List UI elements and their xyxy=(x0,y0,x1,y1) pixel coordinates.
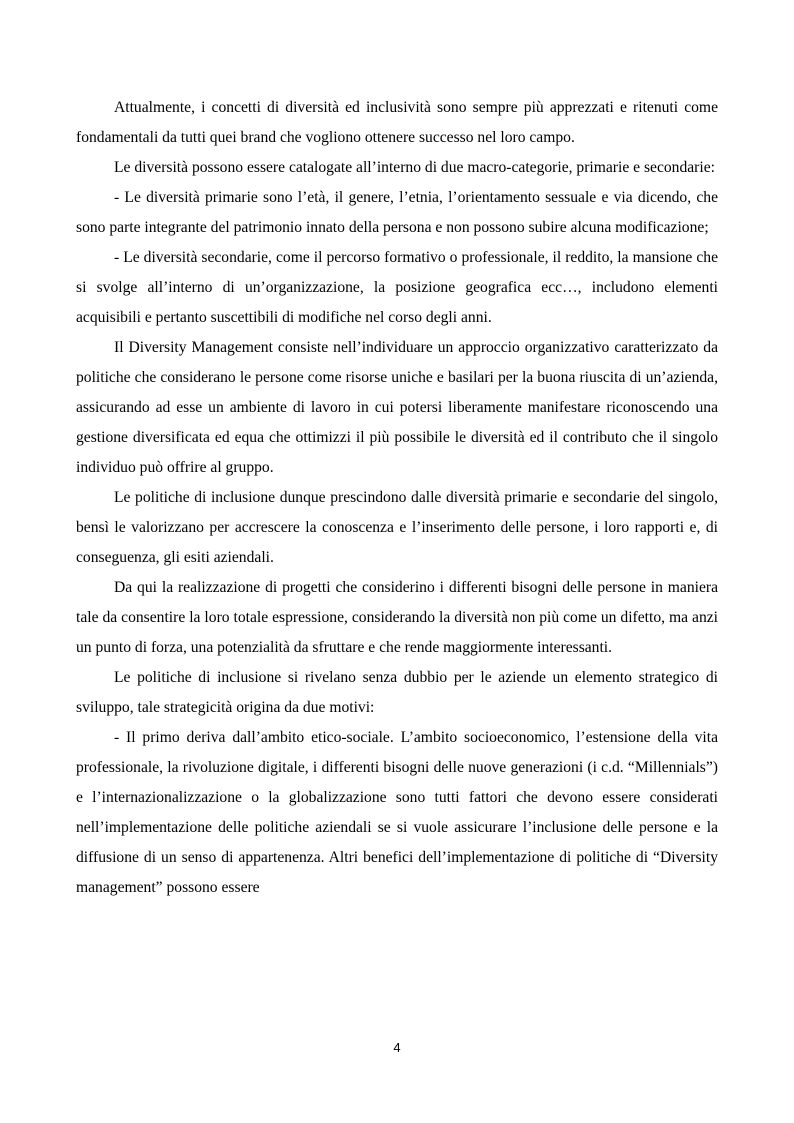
list-item-primary: - Le diversità primarie sono l’età, il genere, l’etnia, l’orientamento sessuale e via dicendo, che sono parte integrante del patrimonio innato della persona e non possono subire alcuna modificazione; xyxy=(76,189,718,236)
paragraph-inclusion-policies: Le politiche di inclusione dunque prescindono dalle diversità primarie e secondarie del singolo, bensì le valorizzano per accrescere la conoscenza e l’inserimento delle persone, i loro rapporti e, di conseguenza, gli esiti aziendali. xyxy=(76,489,718,566)
page-number: 4 xyxy=(393,1040,401,1055)
list-item-first-motive: - Il primo deriva dall’ambito etico-sociale. L’ambito socioeconomico, l’estensione della vita professionale, la rivoluzione digitale, i differenti bisogni delle nuove generazioni (i c.d. “Millennials”) e l’internazionalizzazione o la globalizzazione sono tutti fattori che devono essere considerati nell’implementazione delle politiche aziendali se si vuole assicurare l’inclusione delle persone e la diffusione di un senso di appartenenza. Altri benefici dell’implementazione di politiche di “Diversity management” possono essere xyxy=(76,729,718,896)
paragraph-projects: Da qui la realizzazione di progetti che considerino i differenti bisogni delle persone in maniera tale da consentire la loro totale espressione, considerando la diversità non più come un difetto, ma anzi un punto di forza, una potenzialità da sfruttare e che rende maggiormente interessanti. xyxy=(76,579,718,656)
paragraph-diversity-management: Il Diversity Management consiste nell’individuare un approccio organizzativo caratterizzato da politiche che considerano le persone come risorse uniche e basilari per la buona riuscita di un’azienda, assicurando ad esse un ambiente di lavoro in cui potersi liberamente manifestare riconoscendo una gestione diversificata ed equa che ottimizzi il più possibile le diversità ed il contributo che il singolo individuo può offrire al gruppo. xyxy=(76,339,718,476)
document-body xyxy=(76,93,718,903)
paragraph-strategic: Le politiche di inclusione si rivelano senza dubbio per le aziende un elemento strategico di sviluppo, tale strategicità origina da due motivi: xyxy=(76,669,718,716)
paragraph-categories: Le diversità possono essere catalogate all’interno di due macro-categorie, primarie e secondarie: xyxy=(114,159,715,176)
list-item-secondary: - Le diversità secondarie, come il percorso formativo o professionale, il reddito, la mansione che si svolge all’interno di un’organizzazione, la posizione geografica ecc…, includono elementi acquisibili e pertanto suscettibili di modifiche nel corso degli anni. xyxy=(76,249,718,326)
paragraph-intro: Attualmente, i concetti di diversità ed inclusività sono sempre più apprezzati e ritenuti come fondamentali da tutti quei brand che vogliono ottenere successo nel loro campo. xyxy=(76,99,718,146)
